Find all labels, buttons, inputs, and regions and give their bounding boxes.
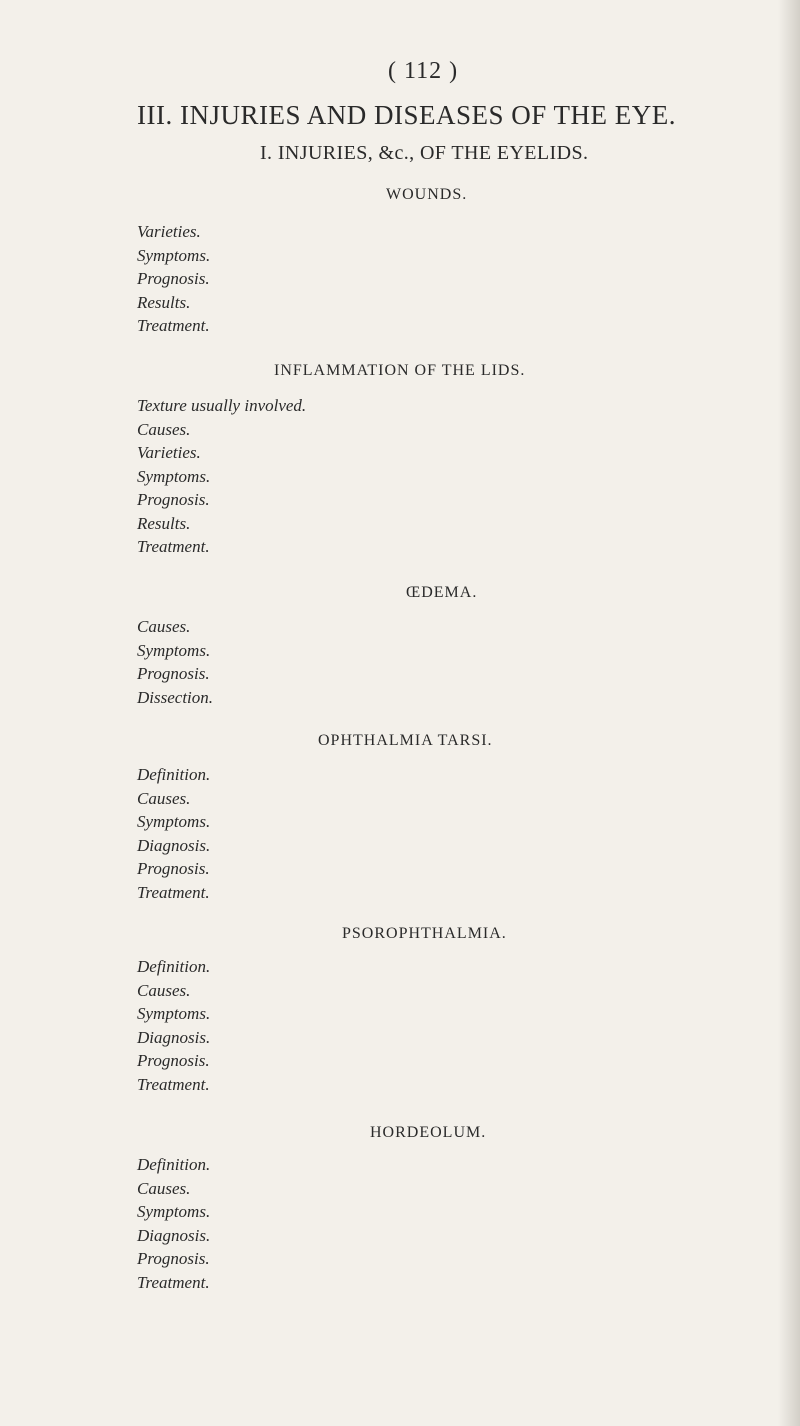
list-item: Texture usually involved. [137, 396, 307, 415]
list-item: Definition. [137, 1155, 211, 1174]
subsection-list-oedema [137, 615, 213, 709]
subsection-heading-hordeolum: HORDEOLUM. [370, 1124, 487, 1141]
list-item: Prognosis. [137, 490, 210, 509]
list-item: Prognosis. [137, 1249, 210, 1268]
list-item: Treatment. [137, 316, 210, 335]
list-item: Treatment. [137, 1272, 210, 1292]
subsection-heading-inflammation: INFLAMMATION OF THE LIDS. [274, 362, 526, 379]
list-item: Causes. [137, 419, 191, 439]
list-item: Symptoms. [137, 245, 211, 265]
list-item: Varieties. [137, 222, 201, 241]
subsection-list-inflammation [137, 394, 306, 559]
list-item: Diagnosis. [137, 1225, 211, 1245]
page-edge-shadow [778, 0, 800, 1426]
list-item: Diagnosis. [137, 835, 211, 855]
list-item: Varieties. [137, 443, 201, 462]
section-title: I. INJURIES, &c., OF THE EYELIDS. [260, 142, 589, 164]
list-item: Causes. [137, 980, 191, 1000]
chapter-title: III. INJURIES AND DISEASES OF THE EYE. [137, 100, 677, 130]
list-item: Definition. [137, 765, 211, 784]
subsection-list-ophthalmia-tarsi [137, 763, 210, 904]
list-item: Treatment. [137, 1074, 210, 1094]
subsection-heading-psorophthalmia: PSOROPHTHALMIA. [342, 925, 507, 942]
list-item: Diagnosis. [137, 1027, 211, 1047]
subsection-list-psorophthalmia [137, 955, 210, 1096]
list-item: Treatment. [137, 537, 210, 556]
list-item: Symptoms. [137, 466, 211, 486]
list-item: Causes. [137, 1178, 191, 1198]
list-item: Prognosis. [137, 859, 210, 878]
subsection-list-hordeolum [137, 1153, 210, 1294]
list-item: Symptoms. [137, 1004, 211, 1023]
list-item: Symptoms. [137, 640, 211, 660]
list-item: Treatment. [137, 882, 210, 902]
page-number: ( 112 ) [388, 58, 459, 84]
subsection-heading-ophthalmia-tarsi: OPHTHALMIA TARSI. [318, 732, 493, 749]
list-item: Prognosis. [137, 1051, 210, 1070]
list-item: Results. [137, 292, 191, 312]
list-item: Prognosis. [137, 664, 210, 683]
list-item: Dissection. [137, 687, 214, 707]
list-item: Symptoms. [137, 1202, 211, 1221]
subsection-heading-oedema: ŒDEMA. [406, 584, 478, 601]
list-item: Results. [137, 513, 191, 533]
list-item: Symptoms. [137, 812, 211, 831]
list-item: Prognosis. [137, 269, 210, 288]
list-item: Causes. [137, 617, 191, 636]
subsection-list-wounds [137, 220, 210, 338]
subsection-heading-wounds: WOUNDS. [386, 186, 468, 203]
list-item: Definition. [137, 957, 211, 976]
list-item: Causes. [137, 788, 191, 808]
